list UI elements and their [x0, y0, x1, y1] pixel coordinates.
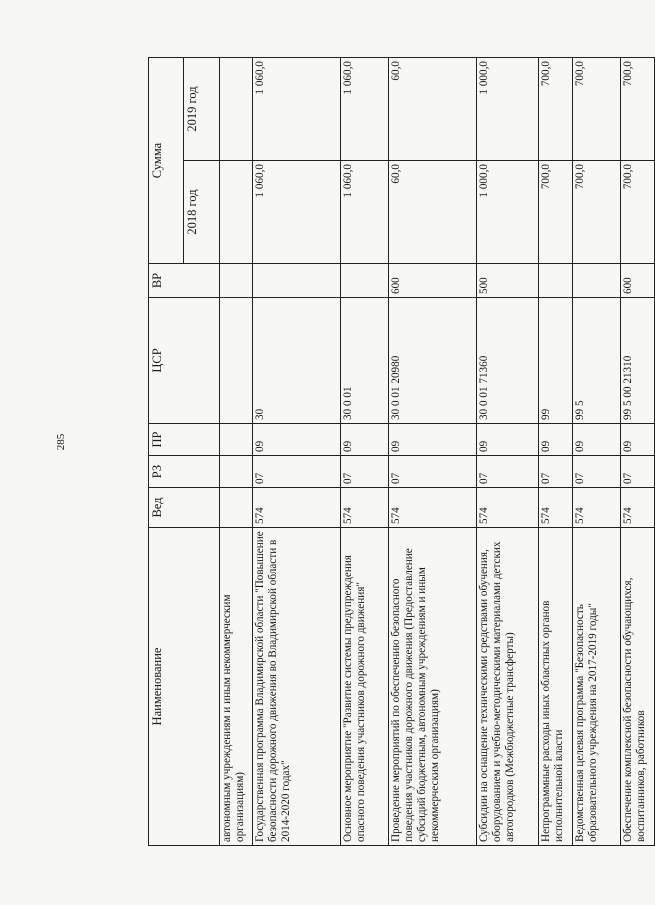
- header-sum: Сумма: [149, 58, 184, 264]
- cell-2018: 1 000,0: [477, 161, 539, 264]
- cell-pr: 09: [341, 424, 389, 456]
- cell-csr: 30 0 01 71360: [477, 298, 539, 424]
- cell-vr: 500: [477, 264, 539, 298]
- page-number: 285: [55, 433, 67, 451]
- cell-rz: 07: [341, 456, 389, 488]
- header-row: [149, 58, 184, 846]
- cell-2019: 700,0: [573, 58, 621, 161]
- cell-rz: [220, 456, 253, 488]
- cell-vr: 600: [621, 264, 655, 298]
- cell-name: Непрограммные расходы иных областных органов исполнительной власти: [539, 528, 573, 846]
- cell-2019: 700,0: [621, 58, 655, 161]
- cell-2018: 1 060,0: [341, 161, 389, 264]
- cell-2019: 1 060,0: [341, 58, 389, 161]
- cell-csr: 30: [253, 298, 341, 424]
- cell-2019: 1 000,0: [477, 58, 539, 161]
- cell-name: Основное мероприятие "Развитие системы предупреждения опасного поведения участников дорожного движения": [341, 528, 389, 846]
- cell-2019: 700,0: [539, 58, 573, 161]
- cell-name: Проведение мероприятий по обеспечению безопасного поведения участников дорожного движения (Предоставление субсидий бюджетным, автономным учреждениям и иным некоммерческим организациям): [389, 528, 477, 846]
- cell-2018: 60,0: [389, 161, 477, 264]
- cell-pr: [220, 424, 253, 456]
- header-name: Наименование: [149, 528, 220, 846]
- cell-2018: 1 060,0: [253, 161, 341, 264]
- cell-vr: [539, 264, 573, 298]
- cell-csr: 30 0 01: [341, 298, 389, 424]
- table-row: [220, 58, 253, 846]
- cell-pr: 09: [539, 424, 573, 456]
- cell-name: Субсидии на оснащение техническими средствами обучения, оборудованием и учебно-методическими материалами детских автогородков (Межбюджетные трансферты): [477, 528, 539, 846]
- cell-name: Ведомственная целевая программа "Безопасность образовательного учреждения на 2017-2019 годы": [573, 528, 621, 846]
- cell-csr: [220, 298, 253, 424]
- cell-name: автономным учреждениям и иным некоммерческим организациям): [220, 528, 253, 846]
- cell-2018: 700,0: [539, 161, 573, 264]
- cell-rz: 07: [573, 456, 621, 488]
- cell-ved: 574: [253, 488, 341, 528]
- table-row: [477, 58, 539, 846]
- cell-2019: 60,0: [389, 58, 477, 161]
- cell-name: Обеспечение комплексной безопасности обучающихся, воспитанников, работников: [621, 528, 655, 846]
- cell-ved: 574: [621, 488, 655, 528]
- cell-rz: 07: [539, 456, 573, 488]
- cell-rz: 07: [389, 456, 477, 488]
- cell-vr: [573, 264, 621, 298]
- cell-ved: 574: [477, 488, 539, 528]
- cell-rz: 07: [253, 456, 341, 488]
- cell-2019: [220, 58, 253, 161]
- cell-pr: 09: [389, 424, 477, 456]
- cell-rz: 07: [477, 456, 539, 488]
- cell-2018: 700,0: [621, 161, 655, 264]
- cell-pr: 09: [253, 424, 341, 456]
- cell-ved: 574: [573, 488, 621, 528]
- cell-ved: [220, 488, 253, 528]
- header-vr: ВР: [149, 264, 220, 298]
- table-row: [539, 58, 573, 846]
- table-row: [621, 58, 655, 846]
- cell-rz: 07: [621, 456, 655, 488]
- header-2018: 2018 год: [184, 161, 220, 264]
- cell-vr: [341, 264, 389, 298]
- rotated-table-wrapper: [148, 58, 647, 846]
- cell-name: Государственная программа Владимирской области "Повышение безопасности дорожного движения во Владимирской области в 2014-2020 годах": [253, 528, 341, 846]
- header-2019: 2019 год: [184, 58, 220, 161]
- budget-table: [148, 57, 655, 846]
- table-row: [341, 58, 389, 846]
- cell-2018: [220, 161, 253, 264]
- header-rz: РЗ: [149, 456, 220, 488]
- cell-vr: [220, 264, 253, 298]
- header-ved: Вед: [149, 488, 220, 528]
- cell-ved: 574: [389, 488, 477, 528]
- cell-2018: 700,0: [573, 161, 621, 264]
- cell-pr: 09: [621, 424, 655, 456]
- cell-pr: 09: [573, 424, 621, 456]
- cell-csr: 99 5: [573, 298, 621, 424]
- header-pr: ПР: [149, 424, 220, 456]
- table-row: [253, 58, 341, 846]
- table-row: [573, 58, 621, 846]
- header-csr: ЦСР: [149, 298, 220, 424]
- cell-vr: [253, 264, 341, 298]
- table-row: [389, 58, 477, 846]
- cell-csr: 99: [539, 298, 573, 424]
- cell-2019: 1 060,0: [253, 58, 341, 161]
- cell-pr: 09: [477, 424, 539, 456]
- cell-ved: 574: [539, 488, 573, 528]
- cell-csr: 99 5 00 21310: [621, 298, 655, 424]
- cell-vr: 600: [389, 264, 477, 298]
- cell-csr: 30 0 01 20980: [389, 298, 477, 424]
- cell-ved: 574: [341, 488, 389, 528]
